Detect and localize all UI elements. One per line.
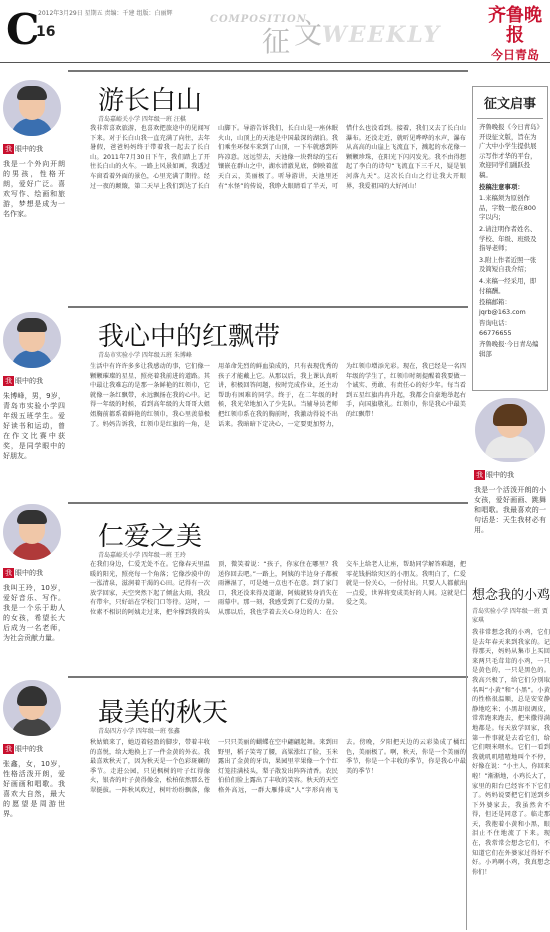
article-byline: 青岛嘉峪关小学 四年级一班 汪棋: [98, 116, 186, 123]
me-tag: 我: [5, 145, 12, 153]
kid-photo: [3, 80, 61, 136]
article-rule: [68, 306, 468, 308]
page-letter: C: [6, 5, 40, 54]
weekly-label: WEEKLY: [322, 22, 442, 48]
kid-photo: [3, 312, 61, 368]
wen-char: 文: [294, 17, 323, 50]
article-rule: [68, 70, 468, 72]
composition-label: COMPOSITION: [210, 14, 307, 25]
notice-paragraph: 齐鲁晚报《今日青岛》开设征文版，旨在为广大中小学生提供展示写作才华的平台，欢迎同学们踊跃投稿。: [479, 123, 540, 179]
me-tag: 我: [476, 471, 483, 479]
notice-email: 投稿邮箱：jqrb@163.com: [479, 298, 526, 316]
notice-paragraph: 1.来稿须为原创作品，字数一般在800字以内；: [479, 194, 536, 222]
call-for-papers-title: 征文启事: [477, 87, 543, 119]
article: [68, 502, 468, 670]
column-divider: [466, 580, 467, 930]
zheng-char: 征: [262, 25, 291, 58]
notice-paragraph: 2.请注明作者姓名、学校、年级、班级及指导老师；: [479, 224, 537, 253]
article-title: 我心中的红飘带: [98, 322, 281, 352]
article-rule: [68, 502, 468, 504]
side-article-title: 想念我的小鸡: [472, 588, 550, 603]
brand-name: 齐鲁晚报: [488, 5, 542, 46]
article-body: 秋姑娘来了，她迈着轻盈的脚步，带着丰收的喜悦，给大地换上了一件金黄的外衣。我最喜欢秋天了，因为秋天是一个色彩斑斓的季节。走进公园，只见枫树的叶子红得像火，银杏的叶子黄得像金，松柏依然那么苍翠挺拔。一阵秋风吹过，树叶纷纷飘落，像一只只美丽的蝴蝶在空中翩翩起舞。来到田野里，稻子笑弯了腰，高粱涨红了脸，玉米露出了金黄的牙齿，果园里苹果像一个个红灯笼挂满枝头，梨子散发出阵阵清香。农民伯伯们脸上露出了丰收的笑容。秋天的天空格外高远，一群大雁排成“人”字形向南飞去。傍晚，夕阳把天边的云彩染成了橘红色，美丽极了。啊，秋天，你是一个美丽的季节，你是一个丰收的季节，你是我心中最美的季节！: [90, 739, 466, 794]
kid-profile: [3, 312, 65, 461]
article-title: 仁爱之美: [98, 522, 203, 552]
me-tag-text: 眼中的我: [15, 745, 43, 753]
notice-phone: 咨询电话：66776655: [479, 319, 512, 337]
article-title: 游长白山: [98, 86, 203, 116]
side-article-body: 我非常想念我的小鸡，它们是去年春天来到我家的。记得那天，妈妈从集市上买回来两只毛茸茸的小鸡，一只是黄色的，一只是黑色的。我高兴极了，给它们分别取名叫“小黄”和“小黑”。小黄的性格很温顺，总是安安静静地吃米；小黑却很调皮，常常跑来跑去，把米撒得满地都是。每天放学回家，我第一件事就是去看它们，给它们喂米喂水。它们一看到我就叽叽喳喳地叫个不停，好像在说：“小主人，你回来啦！”渐渐地，小鸡长大了，家里的阳台已经容不下它们了。妈妈说要把它们送到乡下外婆家去，我虽然舍不得，但还是同意了。临走那天，我抱着小黄和小黑，眼泪止不住地流了下来。现在，我常常会想念它们，不知道它们在外婆家过得好不好。小鸡啊小鸡，我真想念你们！: [472, 629, 550, 876]
article: [68, 70, 468, 300]
column-logo: [210, 10, 470, 60]
kid-bio: 我叫王玲，10岁，爱好音乐、写作。我是一个乐于助人的女孩，希望长大后成为一名老师，为社会贡献力量。: [3, 584, 65, 642]
kid-photo: [475, 398, 545, 462]
side-article: [472, 584, 550, 932]
kid-bio: 张鑫，女，10岁，性格活泼开朗，爱好画画和唱歌。我喜欢大自然，最大的愿望是周游世界。: [3, 760, 65, 818]
notice-heading: 投稿注意事项：: [479, 182, 524, 191]
article: [68, 306, 468, 496]
article-title: 最美的秋天: [98, 698, 229, 728]
kid-profile: [3, 80, 65, 219]
kid-bio: 朱博峰，男，9岁，青岛市实验小学四年级五班学生。爱好读书和运动，曾在作文比赛中获奖，是同学眼中的好朋友。: [3, 392, 65, 460]
kid-profile: [3, 504, 65, 643]
brand-logo: [480, 6, 550, 63]
header-rule: [0, 62, 550, 63]
kid-bio: 我是一个外向开朗的男孩，性格开朗，爱好广泛。喜欢写作、绘画和旅游，梦想是成为一名作家。: [3, 160, 65, 218]
article-body: 我非常喜欢旅游，也喜欢把旅途中的见闻写下来。对于长白山我一直充满了向往，去年暑假，爸爸妈妈终于带着我一起去了长白山。2011年7月30日下午，我们踏上了开往长白山的火车。一路上风景如画，我透过车窗看着外面的景色，心里充满了期待。经过一夜的颠簸，第二天早上我们到达了长白山脚下。导游告诉我们，长白山是一座休眠火山，山顶上的天池是中国最深的湖泊。我们乘坐环保车来到了山顶，一下车就感到阵阵凉意。远远望去，天池像一块碧绿的宝石镶嵌在群山之中，湖水清澈见底，倒映着蓝天白云，美丽极了。听导游讲，天池里还有“水怪”的传说，我睁大眼睛看了半天，可惜什么也没看到。接着，我们又去了长白山瀑布。还没走近，就听见哗哗的水声，瀑布从高高的山崖上飞流直下，溅起的水花像一颗颗珍珠，在阳光下闪闪发光。我不由得想起了李白的诗句“飞流直下三千尺，疑是银河落九天”。这次长白山之行让我大开眼界，我爱祖国的大好河山！: [90, 125, 466, 190]
kid-profile: [474, 398, 546, 535]
me-tag-text: 眼中的我: [15, 145, 43, 153]
side-article-byline: 青岛实验小学 四年级一班 贾家琪: [472, 608, 548, 624]
me-tag-text: 眼中的我: [15, 569, 43, 577]
kid-photo: [3, 680, 61, 736]
header-dateline: 2012年3月29日 星期五 责编：千建 组版：白丽辉: [38, 10, 173, 17]
article-rule: [68, 676, 468, 678]
me-tag: 我: [5, 377, 12, 385]
page-header: [0, 0, 550, 70]
article-byline: 青岛嘉峪关小学 四年级一班 王玲: [98, 552, 186, 559]
notice-signature: 齐鲁晚报·今日青岛编辑部: [479, 340, 539, 359]
kid-profile: [3, 680, 65, 819]
article-byline: 青岛市实验小学 四年级五班 朱博峰: [98, 352, 192, 359]
me-tag-text: 眼中的我: [15, 377, 43, 385]
article-body: 在我们身边，仁爱无处不在。它像春天里温暖的阳光，照亮每一个角落；它像沙漠中的一泓清泉，滋润着干渴的心田。记得有一次放学回家，天空突然下起了倾盆大雨，我没有带伞，只好站在学校门口等待。这时，一位素不相识的阿姨走过来，把伞撑到我的头顶，微笑着说：“孩子，你家住在哪里？我送你回去吧。”一路上，阿姨的半边身子都被雨淋湿了，可是她一点也不在意。到了家门口，我还没来得及道谢，阿姨就转身消失在雨幕中。那一刻，我感受到了仁爱的力量。从那以后，我也学着去关心身边的人：在公交车上给老人让座，帮助同学解答难题，把零花钱捐给灾区的小朋友。我明白了，仁爱就是一份关心，一份付出。只要人人都献出一点爱，世界将变成美好的人间。这就是仁爱之美。: [90, 561, 466, 616]
kid-bio: 我是一个活泼开朗的小女孩，爱好画画、跳舞和唱歌。我最喜欢的一句话是：天生我材必有用。: [474, 486, 546, 534]
me-tag: 我: [5, 569, 12, 577]
article-body: 生活中有许许多多让我感动的事，它们像一颗颗璀璨的星星，照亮着我前进的道路。其中最让我难忘的是那一条鲜艳的红领巾，它就像一条红飘带，永远飘扬在我的心中。记得一年级的时候，看到高年级的大哥哥大姐姐胸前都系着鲜艳的红领巾，我心里羡慕极了。妈妈告诉我，红领巾是红旗的一角，是用革命先烈的鲜血染成的，只有表现优秀的孩子才能戴上它。从那以后，我上课认真听讲，积极回答问题，按时完成作业，还主动帮助有困难的同学。终于，在二年级的时候，我光荣地加入了少先队。当辅导员老师把红领巾系在我的胸前时，我激动得说不出话来。我暗暗下定决心，一定要更加努力，为红领巾增添光彩。现在，我已经是一名四年级的学生了，红领巾时刻提醒着我要做一个诚实、勇敢、有责任心的好少年。每当看到五星红旗冉冉升起，我都会自豪地举起右手，向国旗敬礼。红领巾，你是我心中最美的红飘带！: [90, 363, 466, 428]
page-number: 16: [36, 24, 56, 40]
call-for-papers-text: [473, 119, 547, 366]
kid-photo: [3, 504, 61, 560]
article-byline: 青岛四方小学 四年级一班 张鑫: [98, 728, 180, 735]
notice-paragraph: 3.附上作者近照一张及简短自我介绍；: [479, 255, 537, 274]
article: [68, 676, 468, 928]
me-tag: 我: [5, 745, 12, 753]
notice-paragraph: 4.来稿一经采用，即付稿酬。: [479, 276, 537, 295]
call-for-papers-box: [472, 86, 548, 391]
me-tag-text: 眼中的我: [486, 471, 514, 479]
brand-subtitle: 今日青岛: [490, 48, 539, 62]
